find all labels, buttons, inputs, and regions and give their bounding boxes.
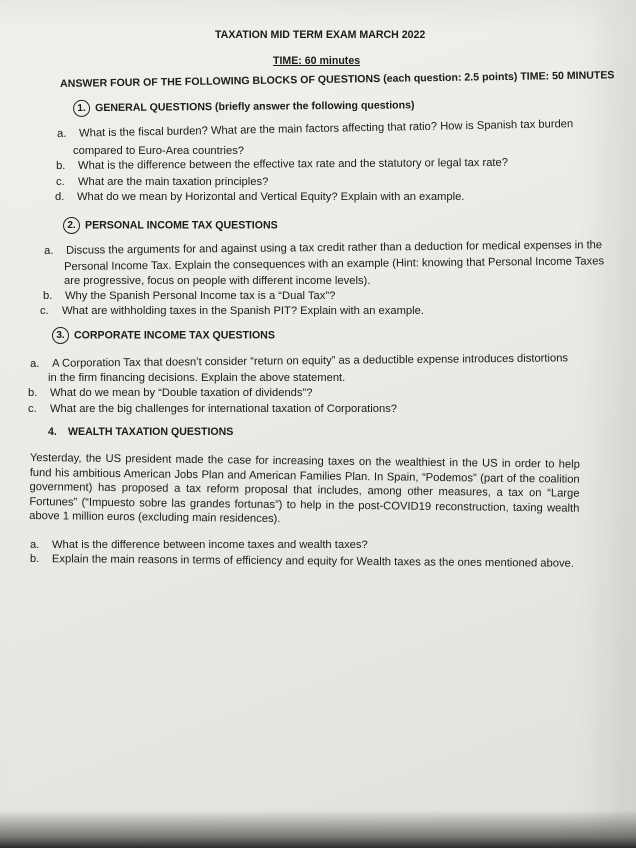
section-title: WEALTH TAXATION QUESTIONS <box>68 426 234 438</box>
section-number-circle: 2. <box>63 217 80 234</box>
question-text: What is the difference between the effective tax rate and the statutory or legal tax rate? <box>77 156 509 172</box>
question-text: What is the fiscal burden? What are the main factors affecting that ratio? How is Spanish tax burden <box>78 118 574 140</box>
question-3a-line-1 <box>30 352 568 371</box>
question-1c <box>56 176 268 189</box>
section-1-heading <box>73 97 415 117</box>
section-title: PERSONAL INCOME TAX QUESTIONS <box>85 219 278 232</box>
section-3-heading <box>52 327 275 344</box>
question-1b <box>56 157 508 173</box>
question-2a-line-3: are progressive, focus on people with different income levels). <box>64 275 371 287</box>
section-4-heading <box>48 426 233 439</box>
question-marker: a. <box>30 539 40 551</box>
question-text: Why the Spanish Personal Income tax is a “Dual Tax”? <box>65 290 336 302</box>
question-marker: a. <box>44 244 54 257</box>
exam-title: TAXATION MID TERM EXAM MARCH 2022 <box>215 29 426 41</box>
question-4a <box>30 539 368 552</box>
section-title: GENERAL QUESTIONS (briefly answer the following questions) <box>95 99 415 115</box>
question-1a-line-1 <box>57 118 573 141</box>
question-marker: c. <box>28 403 37 415</box>
question-marker: c. <box>56 176 65 188</box>
question-text: What are the big challenges for international taxation of Corporations? <box>50 403 398 415</box>
question-marker: a. <box>57 127 67 140</box>
question-marker: d. <box>55 191 65 203</box>
section-title: CORPORATE INCOME TAX QUESTIONS <box>74 329 275 342</box>
question-marker: b. <box>28 387 38 399</box>
wealth-tax-paragraph: Yesterday, the US president made the case for increasing taxes on the wealthiest in the US in order to help fund his ambitious American Jobs Plan and American Families Plan. In Spain, “Podemos” (part of the coalition government) has proposed a tax reform proposal that includes, among other measures, a tax on “Large Fortunes” (“Impuesto sobre las grandes fortunas”) to help in the post-COVID19 reconstruction, taxing wealth above 1 million euros (excluding main residences). <box>29 451 580 526</box>
question-text: What do we mean by “Double taxation of dividends”? <box>50 387 313 399</box>
section-2-heading <box>63 217 278 234</box>
question-text: What are the main taxation principles? <box>78 176 269 188</box>
question-1d <box>55 191 464 204</box>
question-4b <box>30 553 574 571</box>
question-2c <box>40 305 424 318</box>
question-marker: a. <box>30 357 40 370</box>
question-marker: b. <box>56 159 66 172</box>
section-number-circle: 3. <box>52 327 69 344</box>
question-marker: b. <box>29 553 40 566</box>
exam-time: TIME: 60 minutes <box>273 55 361 67</box>
section-number-circle: 1. <box>73 100 90 117</box>
question-text: What is the difference between income taxes and wealth taxes? <box>52 539 368 551</box>
question-marker: c. <box>40 305 49 317</box>
section-number: 4. <box>48 426 57 438</box>
question-3b <box>28 387 312 400</box>
exam-instructions: ANSWER FOUR OF THE FOLLOWING BLOCKS OF QUESTIONS (each question: 2.5 points) TIME: 50 MINUTES <box>60 69 615 90</box>
question-3a-line-2: in the firm financing decisions. Explain the above statement. <box>48 372 346 384</box>
question-text: What do we mean by Horizontal and Vertical Equity? Explain with an example. <box>77 191 465 203</box>
question-2a-line-1 <box>44 239 602 258</box>
question-2a-line-2: Personal Income Tax. Explain the consequences with an example (Hint: knowing that Personal Income Taxes <box>64 255 605 273</box>
question-text: Explain the main reasons in terms of efficiency and equity for Wealth taxes as the ones mentioned above. <box>51 553 574 570</box>
question-text: Discuss the arguments for and against using a tax credit rather than a deduction for medical expenses in the <box>65 239 603 257</box>
question-text: What are withholding taxes in the Spanish PIT? Explain with an example. <box>62 305 424 317</box>
question-1a-line-2: compared to Euro-Area countries? <box>73 145 245 157</box>
question-2b <box>43 290 335 303</box>
question-marker: b. <box>43 290 53 302</box>
question-text: A Corporation Tax that doesn’t consider “return on equity” as a deductible expense introduces distortions <box>51 352 569 370</box>
question-3c <box>28 403 397 416</box>
table-edge-shadow <box>0 810 636 848</box>
